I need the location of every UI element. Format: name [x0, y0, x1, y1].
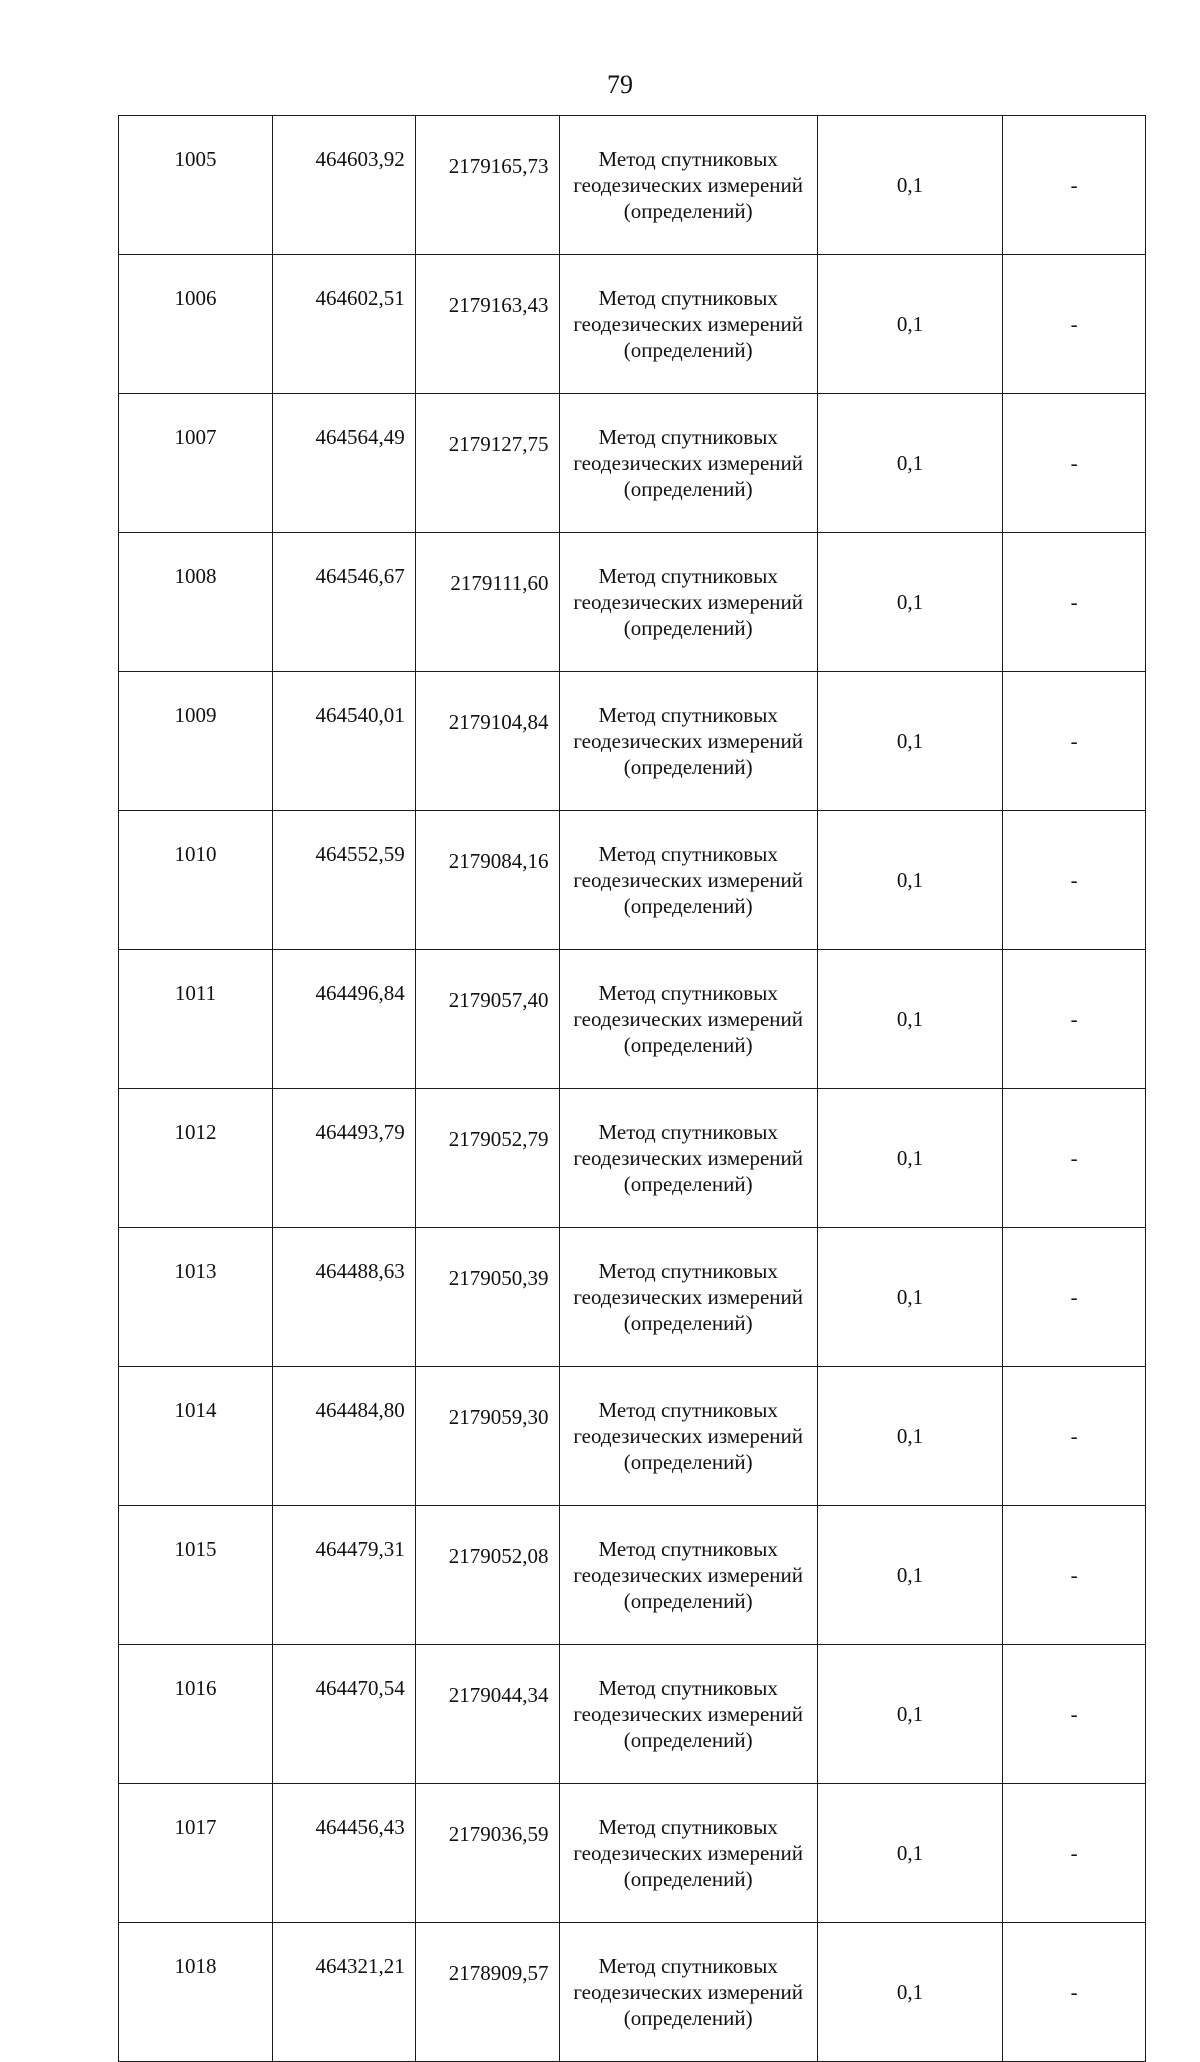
method-line: Метод спутниковых — [598, 286, 778, 310]
y-coordinate-cell: 2179111,60 — [415, 533, 559, 672]
method-cell — [559, 950, 817, 1089]
accuracy-cell: 0,1 — [817, 533, 1002, 672]
description-cell: - — [1003, 116, 1146, 255]
method-line: (определений) — [623, 1033, 753, 1057]
method-line: Метод спутниковых — [598, 981, 778, 1005]
point-number-cell: 1018 — [119, 1923, 273, 2062]
method-line: Метод спутниковых — [598, 1676, 778, 1700]
method-line: геодезических измерений — [573, 1841, 803, 1865]
method-line: Метод спутниковых — [598, 564, 778, 588]
point-number-cell: 1009 — [119, 672, 273, 811]
method-line: (определений) — [623, 1172, 753, 1196]
x-coordinate-cell: 464321,21 — [272, 1923, 415, 2062]
description-cell: - — [1003, 1367, 1146, 1506]
x-coordinate-cell: 464493,79 — [272, 1089, 415, 1228]
method-line: (определений) — [623, 755, 753, 779]
method-line: геодезических измерений — [573, 868, 803, 892]
coordinates-table — [118, 115, 1146, 2062]
table-row — [119, 116, 1146, 255]
method-line: (определений) — [623, 1450, 753, 1474]
accuracy-cell: 0,1 — [817, 1645, 1002, 1784]
method-cell — [559, 1645, 817, 1784]
point-number-cell: 1006 — [119, 255, 273, 394]
table-row — [119, 1784, 1146, 1923]
description-cell: - — [1003, 533, 1146, 672]
method-line: (определений) — [623, 338, 753, 362]
point-number-cell: 1012 — [119, 1089, 273, 1228]
method-line: (определений) — [623, 477, 753, 501]
method-cell — [559, 1367, 817, 1506]
method-cell — [559, 394, 817, 533]
x-coordinate-cell: 464540,01 — [272, 672, 415, 811]
method-line: (определений) — [623, 199, 753, 223]
method-line: геодезических измерений — [573, 1007, 803, 1031]
table-row — [119, 1089, 1146, 1228]
description-cell: - — [1003, 255, 1146, 394]
accuracy-cell: 0,1 — [817, 1784, 1002, 1923]
description-cell: - — [1003, 1089, 1146, 1228]
y-coordinate-cell: 2179127,75 — [415, 394, 559, 533]
description-cell: - — [1003, 1506, 1146, 1645]
point-number-cell: 1010 — [119, 811, 273, 950]
point-number-cell: 1013 — [119, 1228, 273, 1367]
method-cell — [559, 255, 817, 394]
method-line: геодезических измерений — [573, 1702, 803, 1726]
table-row — [119, 1228, 1146, 1367]
description-cell: - — [1003, 1923, 1146, 2062]
table-row — [119, 672, 1146, 811]
method-line: (определений) — [623, 2006, 753, 2030]
method-line: геодезических измерений — [573, 451, 803, 475]
point-number-cell: 1011 — [119, 950, 273, 1089]
description-cell: - — [1003, 1784, 1146, 1923]
table-row — [119, 1645, 1146, 1784]
point-number-cell: 1014 — [119, 1367, 273, 1506]
method-line: Метод спутниковых — [598, 842, 778, 866]
y-coordinate-cell: 2179163,43 — [415, 255, 559, 394]
x-coordinate-cell: 464456,43 — [272, 1784, 415, 1923]
point-number-cell: 1017 — [119, 1784, 273, 1923]
method-line: Метод спутниковых — [598, 1537, 778, 1561]
method-line: Метод спутниковых — [598, 425, 778, 449]
table-row — [119, 533, 1146, 672]
y-coordinate-cell: 2179052,08 — [415, 1506, 559, 1645]
point-number-cell: 1016 — [119, 1645, 273, 1784]
accuracy-cell: 0,1 — [817, 1506, 1002, 1645]
method-line: геодезических измерений — [573, 1146, 803, 1170]
method-line: геодезических измерений — [573, 1285, 803, 1309]
method-cell — [559, 116, 817, 255]
method-line: (определений) — [623, 1867, 753, 1891]
accuracy-cell: 0,1 — [817, 950, 1002, 1089]
accuracy-cell: 0,1 — [817, 672, 1002, 811]
method-line: геодезических измерений — [573, 1563, 803, 1587]
table-row — [119, 950, 1146, 1089]
accuracy-cell: 0,1 — [817, 1923, 1002, 2062]
x-coordinate-cell: 464603,92 — [272, 116, 415, 255]
table-row — [119, 811, 1146, 950]
description-cell: - — [1003, 394, 1146, 533]
x-coordinate-cell: 464479,31 — [272, 1506, 415, 1645]
method-line: Метод спутниковых — [598, 1815, 778, 1839]
y-coordinate-cell: 2179084,16 — [415, 811, 559, 950]
method-cell — [559, 672, 817, 811]
method-cell — [559, 811, 817, 950]
table-row — [119, 1367, 1146, 1506]
method-line: (определений) — [623, 1589, 753, 1613]
y-coordinate-cell: 2179044,34 — [415, 1645, 559, 1784]
accuracy-cell: 0,1 — [817, 1089, 1002, 1228]
method-line: геодезических измерений — [573, 1424, 803, 1448]
method-line: (определений) — [623, 1728, 753, 1752]
method-cell — [559, 1923, 817, 2062]
y-coordinate-cell: 2179052,79 — [415, 1089, 559, 1228]
method-line: Метод спутниковых — [598, 1954, 778, 1978]
method-line: Метод спутниковых — [598, 147, 778, 171]
x-coordinate-cell: 464564,49 — [272, 394, 415, 533]
y-coordinate-cell: 2179050,39 — [415, 1228, 559, 1367]
y-coordinate-cell: 2179104,84 — [415, 672, 559, 811]
description-cell: - — [1003, 1645, 1146, 1784]
description-cell: - — [1003, 672, 1146, 811]
method-cell — [559, 1506, 817, 1645]
x-coordinate-cell: 464488,63 — [272, 1228, 415, 1367]
x-coordinate-cell: 464602,51 — [272, 255, 415, 394]
table-row — [119, 255, 1146, 394]
y-coordinate-cell: 2178909,57 — [415, 1923, 559, 2062]
accuracy-cell: 0,1 — [817, 1228, 1002, 1367]
x-coordinate-cell: 464546,67 — [272, 533, 415, 672]
description-cell: - — [1003, 811, 1146, 950]
method-line: (определений) — [623, 1311, 753, 1335]
description-cell: - — [1003, 1228, 1146, 1367]
point-number-cell: 1005 — [119, 116, 273, 255]
method-line: геодезических измерений — [573, 729, 803, 753]
method-line: (определений) — [623, 894, 753, 918]
method-cell — [559, 1784, 817, 1923]
table-row — [119, 1923, 1146, 2062]
y-coordinate-cell: 2179036,59 — [415, 1784, 559, 1923]
accuracy-cell: 0,1 — [817, 255, 1002, 394]
y-coordinate-cell: 2179165,73 — [415, 116, 559, 255]
x-coordinate-cell: 464552,59 — [272, 811, 415, 950]
table-row — [119, 1506, 1146, 1645]
x-coordinate-cell: 464496,84 — [272, 950, 415, 1089]
point-number-cell: 1007 — [119, 394, 273, 533]
x-coordinate-cell: 464484,80 — [272, 1367, 415, 1506]
method-line: геодезических измерений — [573, 590, 803, 614]
method-line: Метод спутниковых — [598, 1120, 778, 1144]
method-cell — [559, 1228, 817, 1367]
y-coordinate-cell: 2179059,30 — [415, 1367, 559, 1506]
table-row — [119, 394, 1146, 533]
method-line: Метод спутниковых — [598, 703, 778, 727]
point-number-cell: 1008 — [119, 533, 273, 672]
y-coordinate-cell: 2179057,40 — [415, 950, 559, 1089]
method-line: геодезических измерений — [573, 1980, 803, 2004]
method-cell — [559, 533, 817, 672]
accuracy-cell: 0,1 — [817, 811, 1002, 950]
method-line: Метод спутниковых — [598, 1259, 778, 1283]
method-line: геодезических измерений — [573, 173, 803, 197]
page-number: 79 — [607, 70, 633, 99]
method-line: геодезических измерений — [573, 312, 803, 336]
accuracy-cell: 0,1 — [817, 116, 1002, 255]
method-line: Метод спутниковых — [598, 1398, 778, 1422]
table-body — [119, 116, 1146, 2062]
method-line: (определений) — [623, 616, 753, 640]
point-number-cell: 1015 — [119, 1506, 273, 1645]
accuracy-cell: 0,1 — [817, 394, 1002, 533]
x-coordinate-cell: 464470,54 — [272, 1645, 415, 1784]
accuracy-cell: 0,1 — [817, 1367, 1002, 1506]
description-cell: - — [1003, 950, 1146, 1089]
method-cell — [559, 1089, 817, 1228]
